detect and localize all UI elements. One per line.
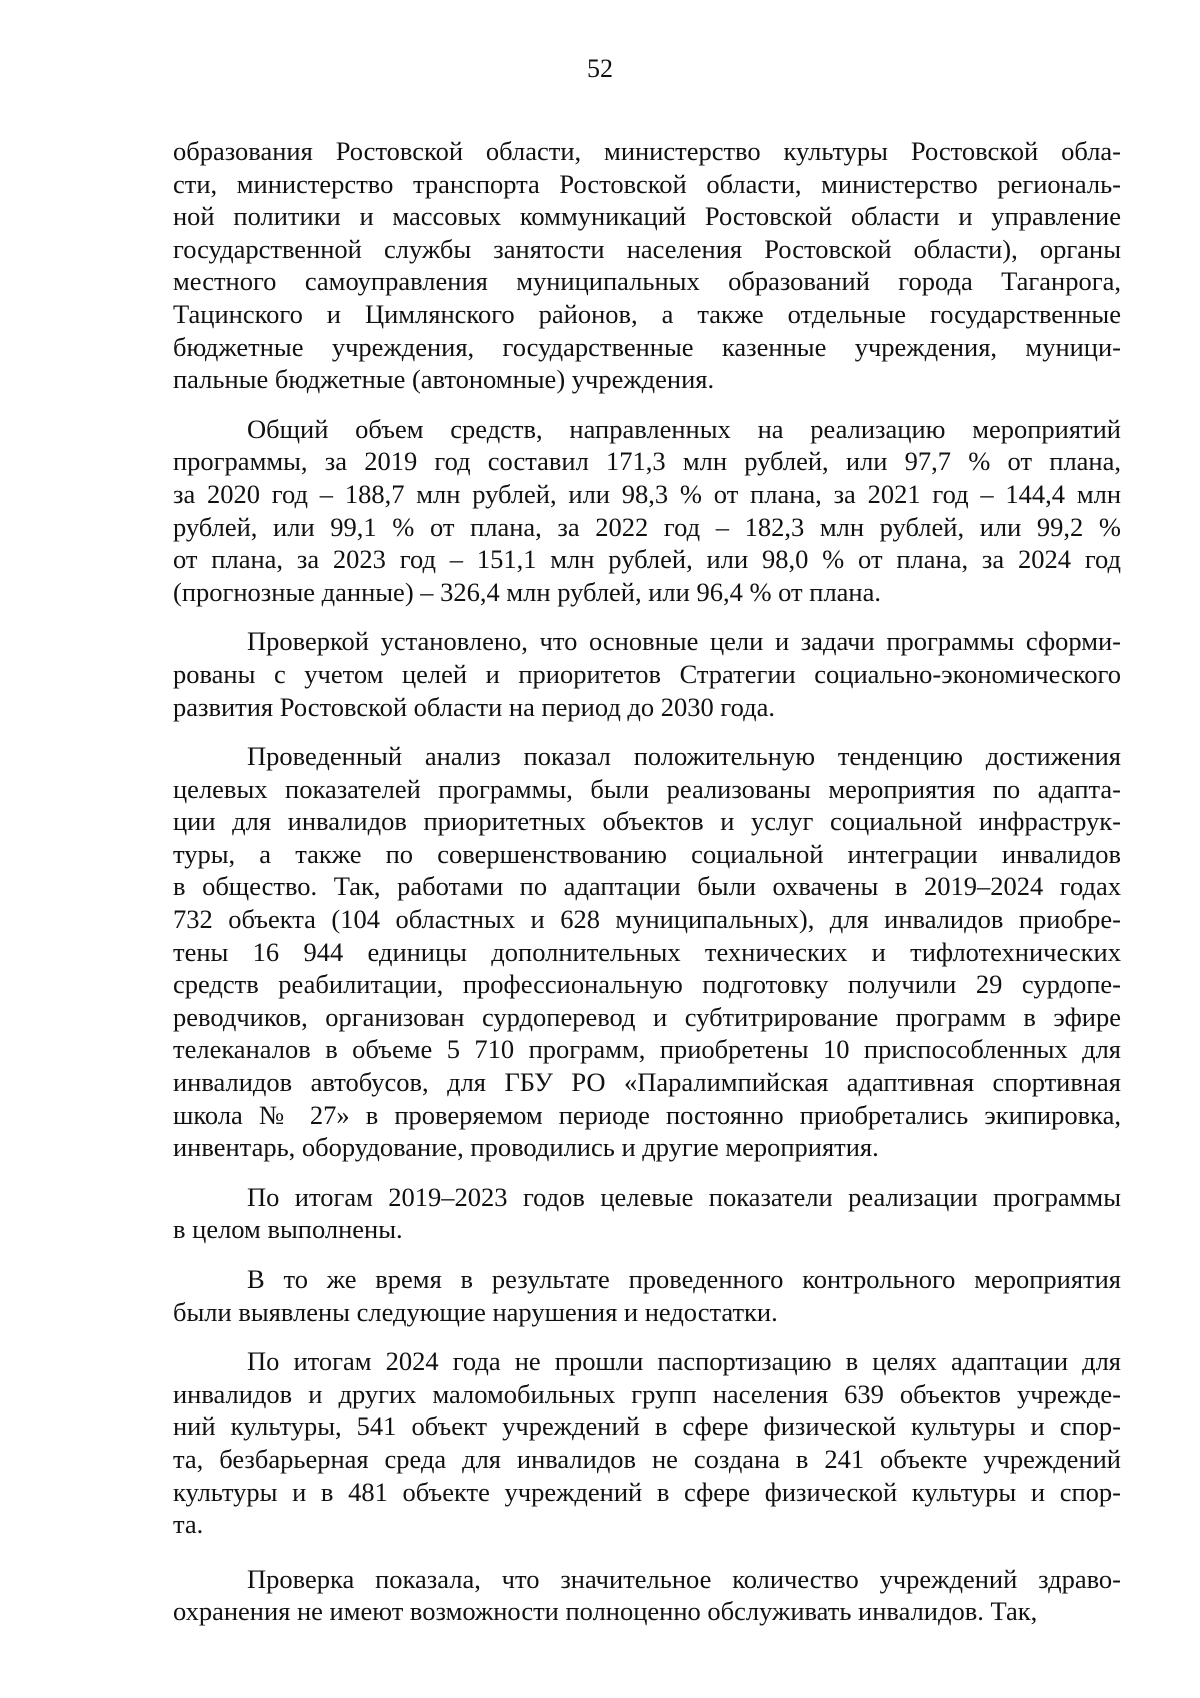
text-line: Общий объем средств, направленных на реализацию мероприятий [247,413,1121,444]
text-line: ной политики и массовых коммуникаций Ростовской области и управление [173,201,1121,232]
text-line: школа № 27» в проверяемом периоде постоянно приобретались экипировка, [173,1099,1121,1130]
text-line: в целом выполнены. [173,1214,403,1245]
text-line: культуры и в 481 объекте учреждений в сфере физической культуры и спор- [173,1476,1121,1507]
text-line: рованы с учетом целей и приоритетов Стратегии социально-экономического [173,658,1121,689]
paragraph [173,740,1121,1164]
text-line: По итогам 2019–2023 годов целевые показатели реализации программы [247,1181,1121,1212]
paragraph [173,1181,1121,1246]
paragraph [173,1263,1121,1328]
text-line: пальные бюджетные (автономные) учреждения. [173,364,715,395]
text-line: ции для инвалидов приоритетных объектов и услуг социальной инфраструк- [173,806,1121,837]
text-line: та, безбарьерная среда для инвалидов не создана в 241 объекте учреждений [173,1443,1121,1474]
text-line: сти, министерство транспорта Ростовской области, министерство региональ- [173,168,1121,199]
text-line: тены 16 944 единицы дополнительных технических и тифлотехнических [173,936,1121,967]
paragraph [173,625,1121,723]
text-line: ний культуры, 541 объект учреждений в сфере физической культуры и спор- [173,1411,1121,1442]
paragraph [173,1563,1121,1628]
text-line: реводчиков, организован сурдоперевод и субтитрирование программ в эфире [173,1001,1121,1032]
text-line: Проведенный анализ показал положительную тенденцию достижения [247,741,1121,772]
text-line: (прогнозные данные) – 326,4 млн рублей, или 96,4 % от плана. [173,576,881,607]
text-line: туры, а также по совершенствованию социальной интеграции инвалидов [173,838,1121,869]
text-line: программы, за 2019 год составил 171,3 млн рублей, или 97,7 % от плана, [173,446,1121,477]
text-line: В то же время в результате проведенного контрольного мероприятия [247,1264,1121,1294]
paragraph [173,413,1121,609]
paragraph [173,1345,1121,1541]
text-line: Тацинского и Цимлянского районов, а также отдельные государственные [173,298,1121,329]
text-line: 732 объекта (104 областных и 628 муниципальных), для инвалидов приобре- [173,904,1121,935]
text-line: в общество. Так, работами по адаптации были охвачены в 2019–2024 годах [173,871,1121,902]
text-line: та. [173,1509,204,1540]
text-line: Проверкой установлено, что основные цели и задачи программы сформи- [247,626,1121,657]
text-line: от плана, за 2023 год – 151,1 млн рублей, или 98,0 % от плана, за 2024 год [173,544,1121,575]
text-line: за 2020 год – 188,7 млн рублей, или 98,3 % от плана, за 2021 год – 144,4 млн [173,478,1121,509]
text-line: рублей, или 99,1 % от плана, за 2022 год – 182,3 млн рублей, или 99,2 % [173,511,1121,542]
text-line: образования Ростовской области, министерство культуры Ростовской обла- [173,136,1121,166]
text-line: инвалидов автобусов, для ГБУ РО «Паралимпийская адаптивная спортивная [173,1067,1121,1098]
text-line: целевых показателей программы, были реализованы мероприятия по адапта- [173,773,1121,804]
text-line: государственной службы занятости населения Ростовской области), органы [173,233,1121,264]
document-body [173,118,1121,1628]
text-line: Проверка показала, что значительное количество учреждений здраво- [247,1563,1121,1594]
text-line: инвалидов и других маломобильных групп населения 639 объектов учрежде- [173,1378,1121,1409]
text-line: охранения не имеют возможности полноценно обслуживать инвалидов. Так, [173,1596,1038,1627]
text-line: местного самоуправления муниципальных образований города Таганрога, [173,266,1121,297]
text-line: бюджетные учреждения, государственные казенные учреждения, муници- [173,331,1121,362]
text-line: были выявлены следующие нарушения и недостатки. [173,1296,778,1327]
text-line: средств реабилитации, профессиональную подготовку получили 29 сурдопе- [173,969,1121,1000]
text-line: развития Ростовской области на период до 2030 года. [173,691,775,722]
text-line: инвентарь, оборудование, проводились и другие мероприятия. [173,1132,879,1163]
paragraph [173,135,1121,396]
page-number: 52 [587,54,613,83]
text-line: По итогам 2024 года не прошли паспортизацию в целях адаптации для [247,1346,1121,1377]
text-line: телеканалов в объеме 5 710 программ, приобретены 10 приспособленных для [173,1034,1121,1065]
